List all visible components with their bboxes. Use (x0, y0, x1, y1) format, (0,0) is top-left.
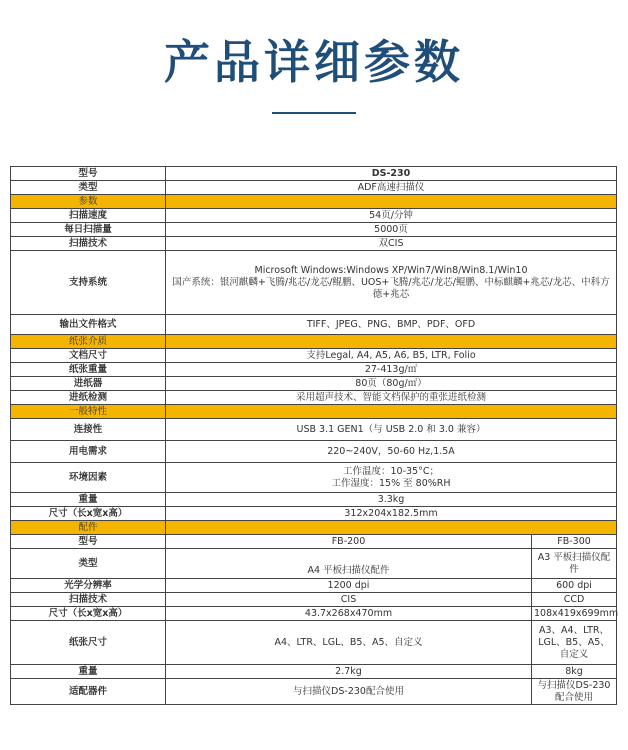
row-value: 支持Legal, A4, A5, A6, B5, LTR, Folio (166, 349, 617, 363)
table-row (11, 579, 617, 593)
row-label: 尺寸（长x宽x高） (11, 507, 166, 521)
acc-a-value: CIS (166, 593, 532, 607)
acc-a-value: 与扫描仪DS-230配合使用 (166, 679, 532, 705)
row-label: 类型 (11, 549, 166, 579)
table-row (11, 251, 617, 315)
env-temperature: 工作温度：10-35°C； (343, 465, 439, 477)
row-label: 进纸器 (11, 377, 166, 391)
table-row (11, 349, 617, 363)
row-value: 80页（80g/㎡） (166, 377, 617, 391)
table-row (11, 419, 617, 441)
row-label: 重量 (11, 493, 166, 507)
table-row (11, 167, 617, 181)
row-label: 输出文件格式 (11, 315, 166, 335)
section-title: 配件 (11, 521, 166, 535)
section-fill (166, 195, 617, 209)
table-row (11, 441, 617, 463)
row-value (166, 251, 617, 315)
spec-table (10, 166, 617, 705)
row-label: 扫描技术 (11, 237, 166, 251)
table-row (11, 377, 617, 391)
acc-a-value: A4 平板扫描仪配件 (166, 549, 532, 579)
row-value: 双CIS (166, 237, 617, 251)
section-fill (166, 335, 617, 349)
table-row (11, 535, 617, 549)
section-header-paper (11, 335, 617, 349)
table-row (11, 679, 617, 705)
table-row (11, 363, 617, 377)
row-value: 312x204x182.5mm (166, 507, 617, 521)
table-row (11, 463, 617, 493)
section-title: 纸张介质 (11, 335, 166, 349)
section-fill (166, 405, 617, 419)
row-label: 尺寸（长x宽x高） (11, 607, 166, 621)
table-row (11, 223, 617, 237)
acc-a-value: 2.7kg (166, 665, 532, 679)
row-value: ADF高速扫描仪 (166, 181, 617, 195)
row-label: 每日扫描量 (11, 223, 166, 237)
acc-b-value: FB-300 (532, 535, 617, 549)
row-value (166, 463, 617, 493)
table-row (11, 507, 617, 521)
row-value: 5000页 (166, 223, 617, 237)
row-label: 重量 (11, 665, 166, 679)
table-row (11, 181, 617, 195)
table-row (11, 607, 617, 621)
table-row (11, 315, 617, 335)
acc-a-value: 1200 dpi (166, 579, 532, 593)
table-row (11, 391, 617, 405)
acc-a-value: FB-200 (166, 535, 532, 549)
acc-a-value: A4、LTR、LGL、B5、A5、自定义 (166, 621, 532, 665)
row-label: 扫描技术 (11, 593, 166, 607)
page-title: 产品详细参数 (164, 35, 464, 89)
section-fill (166, 521, 617, 535)
os-windows: Microsoft Windows:Windows XP/Win7/Win8/Win8.1/Win10 (254, 264, 528, 276)
acc-b-value: 108x419x699mm (532, 607, 617, 621)
row-label: 扫描速度 (11, 209, 166, 223)
row-label: 纸张重量 (11, 363, 166, 377)
row-label: 型号 (11, 167, 166, 181)
table-row (11, 493, 617, 507)
row-label: 进纸检测 (11, 391, 166, 405)
row-value: 27-413g/㎡ (166, 363, 617, 377)
table-row (11, 209, 617, 223)
row-value: DS-230 (166, 167, 617, 181)
row-label: 型号 (11, 535, 166, 549)
row-label: 适配器件 (11, 679, 166, 705)
section-header-general (11, 405, 617, 419)
row-value: 采用超声技术、智能文档保护的重张进纸检测 (166, 391, 617, 405)
env-humidity: 工作湿度：15% 至 80%RH (331, 477, 451, 489)
title-underline (272, 112, 356, 114)
table-row (11, 593, 617, 607)
row-value: 54页/分钟 (166, 209, 617, 223)
section-title: 参数 (11, 195, 166, 209)
row-value: USB 3.1 GEN1（与 USB 2.0 和 3.0 兼容） (166, 419, 617, 441)
table-row (11, 549, 617, 579)
section-header-accessories (11, 521, 617, 535)
acc-b-value: CCD (532, 593, 617, 607)
row-label: 文档尺寸 (11, 349, 166, 363)
acc-a-value: 43.7x268x470mm (166, 607, 532, 621)
acc-b-value: 600 dpi (532, 579, 617, 593)
row-label: 光学分辨率 (11, 579, 166, 593)
acc-b-value: A3 平板扫描仪配件 (532, 549, 617, 579)
os-domestic: 国产系统：银河麒麟+飞腾/兆芯/龙芯/鲲鹏、UOS+飞腾/兆芯/龙芯/鲲鹏、中标麒麟+兆芯/龙芯、中科方德+兆芯 (172, 276, 610, 300)
row-value: TIFF、JPEG、PNG、BMP、PDF、OFD (166, 315, 617, 335)
table-row (11, 621, 617, 665)
row-label: 环境因素 (11, 463, 166, 493)
acc-b-value: A3、A4、LTR、LGL、B5、A5、自定义 (532, 621, 617, 665)
table-row (11, 237, 617, 251)
row-value: 3.3kg (166, 493, 617, 507)
acc-b-value: 与扫描仪DS-230配合使用 (532, 679, 617, 705)
row-value: 220~240V，50-60 Hz,1.5A (166, 441, 617, 463)
section-header-params (11, 195, 617, 209)
table-row (11, 665, 617, 679)
row-label: 连接性 (11, 419, 166, 441)
row-label: 用电需求 (11, 441, 166, 463)
acc-b-value: 8kg (532, 665, 617, 679)
row-label: 纸张尺寸 (11, 621, 166, 665)
section-title: 一般特性 (11, 405, 166, 419)
row-label: 类型 (11, 181, 166, 195)
row-label: 支持系统 (11, 251, 166, 315)
